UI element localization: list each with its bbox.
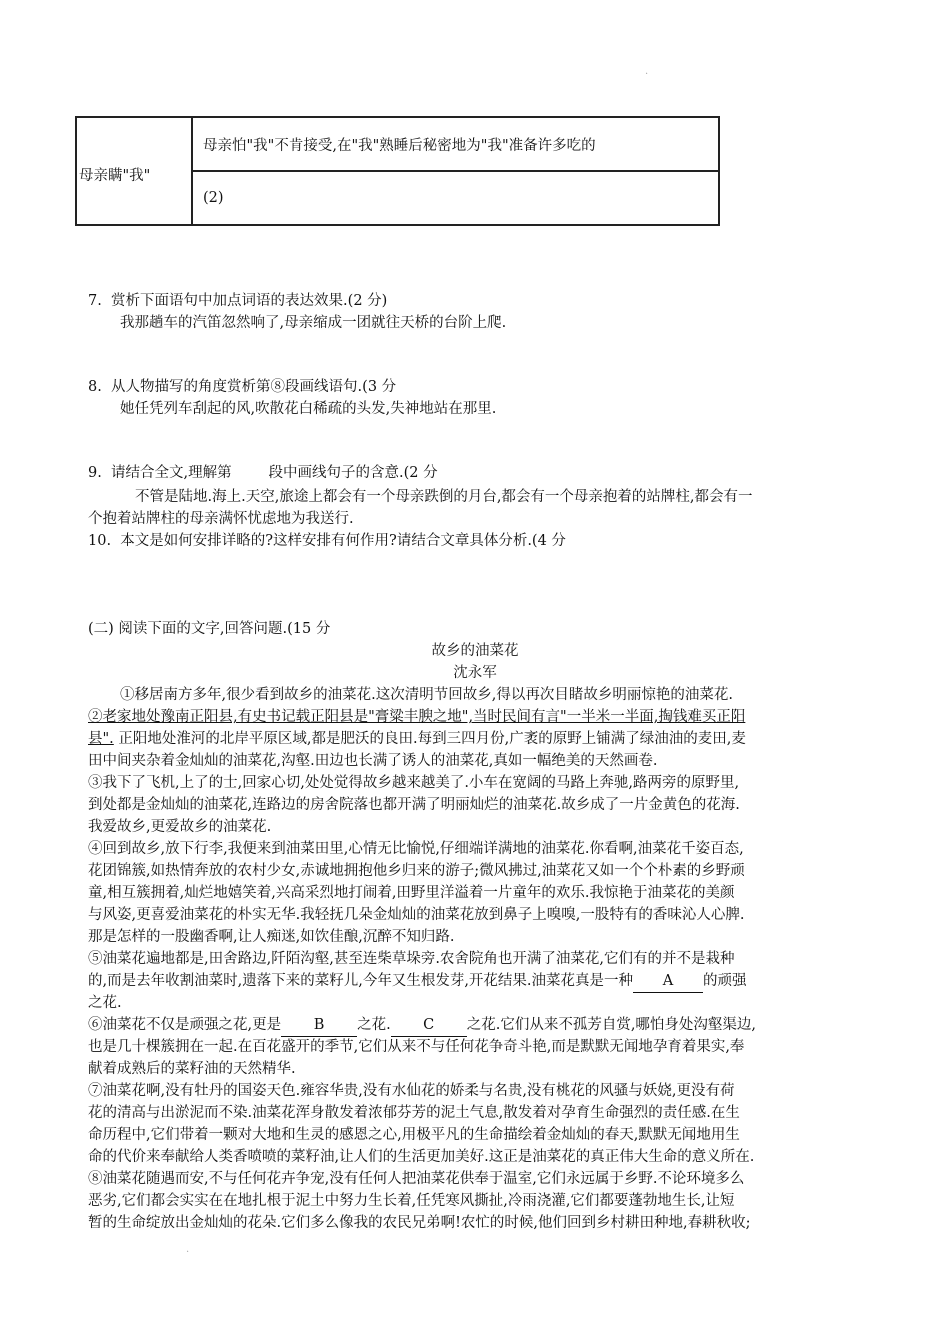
- table-row-2: (2): [192, 171, 719, 225]
- paragraph-5-line-1: ⑤油菜花遍地都是,田舍路边,阡陌沟壑,甚至连柴草垛旁.农舍院角也开满了油菜花,它们有的并不是栽种: [88, 951, 735, 967]
- paragraph-8-line-1: ⑧油菜花随遇而安,不与任何花卉争宠,没有任何人把油菜花供奉于温室,它们永远属于乡野.不论环境多么: [88, 1171, 745, 1187]
- paragraph-3-line-2: 到处都是金灿灿的油菜花,连路边的房舍院落也都开满了明丽灿烂的油菜花.故乡成了一片金黄色的花海.: [88, 797, 740, 813]
- scan-dot: .: [645, 66, 649, 77]
- article-title: 故乡的油菜花: [431, 643, 519, 659]
- comparison-table: [75, 116, 720, 226]
- paragraph-7-line-1: ⑦油菜花啊,没有牡丹的国姿天色.雍容华贵,没有水仙花的娇柔与名贵,没有桃花的风骚与妖娆,更没有荷: [88, 1083, 735, 1099]
- paragraph-3-line-1: ③我下了飞机,上了的士,回家心切,处处觉得故乡越来越美了.小车在宽阔的马路上奔驰,路两旁的原野里,: [88, 775, 740, 791]
- paragraph-4-line-2: 花团锦簇,如热情奔放的农村少女,赤诚地拥抱他乡归来的游子;微风拂过,油菜花又如一个个朴素的乡野顽: [88, 863, 745, 879]
- paragraph-2-line-2: [88, 728, 878, 750]
- question-9-title: 9. 请结合全文,理解第 段中画线句子的含意.(2 分: [88, 465, 438, 481]
- paragraph-6-line-1a: ⑥油菜花不仅是顽强之花,更是: [88, 1017, 282, 1033]
- paragraph-5-line-2: [88, 970, 878, 993]
- question-9-text-1: 不管是陆地.海上.天空,旅途上都会有一个母亲跌倒的月台,都会有一个母亲抱着的站牌柱,都会有一: [135, 489, 753, 505]
- paragraph-2-underlined-2: 县".: [88, 731, 114, 747]
- table-row-1: 母亲怕"我"不肯接受,在"我"熟睡后秘密地为"我"准备许多吃的: [192, 117, 719, 171]
- section-2-header: (二) 阅读下面的文字,回答问题.(15 分: [88, 621, 331, 637]
- blank-c: C: [391, 1014, 467, 1037]
- question-9-text-2: 个抱着站牌柱的母亲满怀忧虑地为我送行.: [88, 511, 354, 527]
- paragraph-2-underlined-1: ②老家地处豫南正阳县,有史书记载正阳县是"膏粱丰腴之地",当时民间有言"一半米一半面,掏钱难买正阳: [88, 709, 746, 725]
- question-8-text: 她任凭列车刮起的风,吹散花白稀疏的头发,失神地站在那里.: [120, 401, 497, 417]
- paragraph-4-line-3: 童,相互簇拥着,灿烂地嬉笑着,兴高采烈地打闹着,田野里洋溢着一片童年的欢乐.我惊艳于油菜花的美颜: [88, 885, 735, 901]
- paragraph-2-rest-2: 田中间夹杂着金灿灿的油菜花,沟壑.田边也长满了诱人的油菜花,真如一幅绝美的天然画卷.: [88, 753, 658, 769]
- paragraph-3-line-3: 我爱故乡,更爱故乡的油菜花.: [88, 819, 272, 835]
- paragraph-6-line-3: 献着成熟后的菜籽油的天然精华.: [88, 1061, 296, 1077]
- paragraph-4-line-1: ④回到故乡,放下行李,我便来到油菜田里,心情无比愉悦,仔细端详满地的油菜花.你看啊,油菜花千姿百态,: [88, 841, 744, 857]
- question-7-title: 7. 赏析下面语句中加点词语的表达效果.(2 分): [88, 293, 388, 309]
- paragraph-2-rest-1: 正阳地处淮河的北岸平原区域,都是肥沃的良田.每到三四月份,广袤的原野上铺满了绿油油的麦田,麦: [118, 731, 746, 747]
- question-7-text: 我那趟车的汽笛忽然响了,母亲缩成一团就往天桥的台阶上爬.: [120, 315, 507, 331]
- scan-dot-bottom: .: [186, 1244, 190, 1255]
- question-10-title: 10. 本文是如何安排详略的?这样安排有何作用?请结合文章具体分析.(4 分: [88, 533, 566, 549]
- paragraph-8-line-2: 恶劣,它们都会实实在在地扎根于泥土中努力生长着,任凭寒风撕扯,冷雨浇灌,它们都要蓬勃地生长,让短: [88, 1193, 735, 1209]
- paragraph-7-line-2: 花的清高与出淤泥而不染.油菜花浑身散发着浓郁芬芳的泥土气息,散发着对孕育生命强烈的责任感.在生: [88, 1105, 740, 1121]
- paragraph-5-line-3: 之花.: [88, 995, 122, 1011]
- paragraph-6-line-2: 也是几十棵簇拥在一起.在百花盛开的季节,它们从来不与任何花争奇斗艳,而是默默无闻地孕育着果实,奉: [88, 1039, 745, 1055]
- paragraph-4-line-4: 与风姿,更喜爱油菜花的朴实无华.我轻抚几朵金灿灿的油菜花放到鼻子上嗅嗅,一股特有的香味沁人心脾.: [88, 907, 745, 923]
- paragraph-1: ①移居南方多年,很少看到故乡的油菜花.这次清明节回故乡,得以再次目睹故乡明丽惊艳的油菜花.: [120, 687, 733, 703]
- paragraph-6-line-1: [88, 1014, 878, 1037]
- paragraph-6-line-1c: 之花.它们从来不孤芳自赏,哪怕身处沟壑渠边,: [466, 1017, 757, 1033]
- blank-a: A: [633, 970, 703, 993]
- paragraph-5-line-2a: 的,而是去年收割油菜时,遗落下来的菜籽儿,今年又生根发芽,开花结果.油菜花真是一种: [88, 973, 634, 989]
- question-8-title: 8. 从人物描写的角度赏析第⑧段画线语句.(3 分: [88, 379, 397, 395]
- paragraph-8-line-3: 暂的生命绽放出金灿灿的花朵.它们多么像我的农民兄弟啊!农忙的时候,他们回到乡村耕田种地,春耕秋收;: [88, 1215, 751, 1231]
- paragraph-4-line-5: 那是怎样的一股幽香啊,让人痴迷,如饮佳酿,沉醉不知归路.: [88, 929, 455, 945]
- paragraph-7-line-4: 命的代价来奉献给人类香喷喷的菜籽油,让人们的生活更加美好.这正是油菜花的真正伟大生命的意义所在.: [88, 1149, 755, 1165]
- paragraph-5-line-2b: 的顽强: [703, 973, 747, 989]
- table-left-cell: 母亲瞒"我": [76, 117, 192, 225]
- blank-b: B: [281, 1014, 357, 1037]
- paragraph-7-line-3: 命历程中,它们带着一颗对大地和生灵的感恩之心,用极平凡的生命描绘着金灿灿的春天,默默无闻地用生: [88, 1127, 740, 1143]
- paragraph-6-line-1b: 之花.: [357, 1017, 391, 1033]
- article-author: 沈永军: [453, 665, 497, 681]
